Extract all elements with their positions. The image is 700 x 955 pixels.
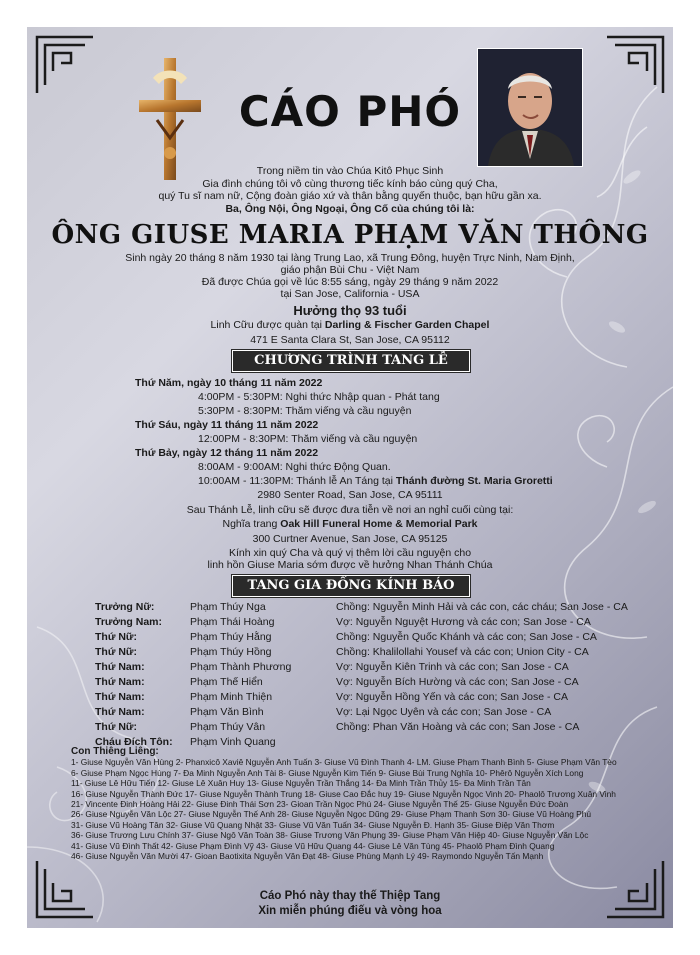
godchildren-line: 41- Giuse Vũ Đình Thất 42- Giuse Phạm Đình Vỹ 43- Giuse Vũ Hữu Quang 44- Giuse Lê Văn Tùng 45- Phaolô Phạm Đình Quang (71, 840, 555, 851)
mass-address: 2980 Senter Road, San Jose, CA 95111 (257, 489, 443, 501)
footer-line: Cáo Phó này thay thế Thiệp Tang (259, 890, 441, 902)
family-name: Phạm Thúy Vân (190, 721, 266, 733)
detail-line: Đã được Chúa gọi về lúc 8:55 sáng, ngày 29 tháng 9 năm 2022 (201, 276, 499, 288)
schedule-day-1 (135, 376, 440, 418)
chapel-name: Darling & Fischer Garden Chapel (324, 319, 490, 331)
godchildren-line: 6- Giuse Phạm Ngọc Hùng 7- Đa Minh Nguyễn Anh Tài 8- Giuse Nguyễn Kim Tiến 9- Giuse Bùi Trung Nghĩa 10- Phêrô Nguyễn Xích Long (71, 767, 584, 778)
family-relation: Trưởng Nữ: (95, 601, 155, 613)
prayer-block (27, 547, 673, 571)
detail-line: Sinh ngày 20 tháng 8 năm 1930 tại làng Trung Lao, xã Trung Đông, huyện Trực Ninh, Nam Định, (125, 252, 575, 264)
family-spouse: Chồng: Nguyễn Quốc Khánh và các con; San Jose - CA (336, 631, 597, 643)
intro-block (27, 165, 673, 215)
schedule-item: 8:00AM - 9:00AM: Nghi thức Động Quan. (198, 461, 391, 473)
schedule-item: 4:00PM - 5:30PM: Nghi thức Nhập quan - Phát tang (198, 391, 440, 403)
family-relation: Thứ Nữ: (95, 721, 138, 733)
family-name: Phạm Thế Hiển (190, 676, 263, 688)
family-relation: Cháu Đích Tôn: (95, 736, 173, 748)
godchildren-line: 31- Giuse Vũ Hoàng Tân 32- Giuse Vũ Quang Nhật 33- Giuse Vũ Văn Tuấn 34- Giuse Nguyễn Đ. Hạnh 35- Giuse Điệp Văn Thơm (71, 819, 555, 830)
intro-line: Trong niềm tin vào Chúa Kitô Phục Sinh (256, 165, 444, 177)
chapel-address: 471 E Santa Clara St, San Jose, CA 95112 (250, 334, 450, 346)
intro-line: Gia đình chúng tôi vô cùng thương tiếc kính báo cùng quý Cha, (202, 177, 498, 190)
family-name: Phạm Thúy Hồng (190, 646, 272, 658)
family-spouse: Vợ: Nguyễn Bích Hường và các con; San Jose - CA (336, 676, 579, 688)
mass-church: Thánh đường St. Maria Groretti (395, 475, 553, 487)
footer-line: Xin miễn phúng điếu và vòng hoa (258, 905, 442, 917)
prayer-line: linh hồn Giuse Maria sớm được về hưởng Nhan Thánh Chúa (207, 559, 493, 571)
schedule-item: 5:30PM - 8:30PM: Thăm viếng và cầu nguyện (198, 405, 412, 417)
godchildren-block (71, 747, 651, 861)
program-banner: CHƯƠNG TRÌNH TANG LỄ (232, 350, 470, 372)
godchildren-line: 26- Giuse Nguyễn Văn Lộc 27- Giuse Nguyễn Thế Anh 28- Giuse Nguyễn Ngọc Dũng 29- Giuse Phạm Thanh Sơn 30- Giuse Vũ Hoàng Phú (71, 809, 592, 820)
details-block (27, 252, 673, 300)
intro-line: Ba, Ông Nội, Ông Ngoại, Ông Cố của chúng tôi là: (225, 202, 475, 215)
detail-line: giáo phận Bùi Chu - Việt Nam (280, 264, 420, 276)
corner-ornament-top-right (605, 35, 665, 95)
family-relation: Trưởng Nam: (95, 616, 162, 628)
mass-line (135, 474, 553, 488)
cemetery-line (27, 518, 673, 530)
family-relation: Thứ Nam: (95, 706, 145, 718)
family-name: Phạm Thúy Nga (190, 601, 266, 613)
family-relation: Thứ Nữ: (95, 646, 138, 658)
obituary-card (27, 27, 673, 928)
schedule-day: Thứ Bảy, ngày 12 tháng 11 năm 2022 (135, 447, 319, 459)
prayer-line: Kính xin quý Cha và quý vị thêm lời cầu nguyện cho (228, 547, 472, 559)
schedule-item: 12:00PM - 8:30PM: Thăm viếng và cầu nguyện (198, 433, 418, 445)
family-relation: Thứ Nam: (95, 676, 145, 688)
family-relation: Thứ Nam: (95, 661, 145, 673)
detail-line: tại San Jose, California - USA (280, 288, 420, 300)
corner-ornament-top-left (35, 35, 95, 95)
burial-note: Sau Thánh Lễ, linh cữu sẽ được đưa tiễn về nơi an nghỉ cuối cùng tại: (186, 504, 514, 516)
page-title: CÁO PHÓ (238, 87, 462, 136)
family-name: Phạm Minh Thiện (190, 691, 273, 703)
mass-prefix: 10:00AM - 11:30PM: Thánh lễ An Táng tại (198, 475, 396, 487)
family-name: Phạm Văn Bình (190, 706, 264, 718)
family-name: Phạm Vinh Quang (190, 736, 276, 748)
schedule-day: Thứ Sáu, ngày 11 tháng 11 năm 2022 (135, 419, 319, 431)
family-banner: TANG GIA ĐỒNG KÍNH BÁO (232, 575, 470, 597)
godchildren-line: 36- Giuse Trương Lưu Chính 37- Giuse Ngô Văn Toàn 38- Giuse Trương Văn Phụng 39- Giuse Phạm Văn Hiệp 40- Giuse Nguyễn Văn Lộc (71, 830, 589, 841)
godchildren-line: 16- Giuse Nguyễn Thành Đức 17- Giuse Nguyễn Thành Trung 18- Giuse Cao Đắc huy 19- Giuse Nguyễn Ngọc Vinh 20- Phaolô Trương Xuân Vinh (71, 788, 616, 799)
cemetery-prefix: Nghĩa trang (222, 518, 281, 530)
chapel-line (27, 319, 673, 331)
godchildren-line: 21- Vincente Đinh Hoàng Hải 22- Giuse Đinh Thái Sơn 23- Gioan Trần Ngọc Phú 24- Giuse Nguyễn Thế 25- Giuse Nguyễn Đức Đoàn (71, 799, 569, 810)
family-relation: Thứ Nam: (95, 691, 145, 703)
family-spouse: Vợ: Lại Ngọc Uyên và các con; San Jose - CA (336, 706, 552, 718)
cemetery-name: Oak Hill Funeral Home & Memorial Park (280, 518, 478, 530)
family-name: Phạm Thúy Hằng (190, 631, 272, 643)
godchildren-line: 1- Giuse Nguyễn Văn Hùng 2- Phanxicô Xaviê Nguyễn Anh Tuấn 3- Giuse Vũ Đình Thanh 4- LM. Giuse Phạm Thanh Bình 5- Giuse Phạm Văn Tèo (71, 757, 617, 768)
family-spouse: Vợ: Nguyễn Hồng Yến và các con; San Jose - CA (336, 691, 568, 703)
family-spouse: Chồng: Phan Văn Hoàng và các con; San Jose - CA (336, 721, 580, 733)
godchildren-line: 46- Giuse Nguyễn Văn Mười 47- Gioan Baotixita Nguyễn Văn Đạt 48- Giuse Phùng Mạnh Lý 49- Raymondo Nguyễn Tấn Mạnh (71, 851, 544, 862)
family-name: Phạm Thái Hoàng (190, 616, 275, 628)
footer-block (27, 889, 673, 919)
age-line: Hưởng thọ 93 tuổi (293, 303, 407, 318)
schedule-day-3 (135, 446, 553, 488)
godchildren-line: 11- Giuse Lê Hữu Tiến 12- Giuse Lê Xuân Huy 13- Giuse Nguyễn Trần Thắng 14- Đa Minh Trần Thủy 15- Đa Minh Trần Tân (71, 778, 531, 789)
deceased-name: ÔNG GIUSE MARIA PHẠM VĂN THÔNG (51, 220, 649, 250)
family-spouse: Vợ: Nguyễn Kiên Trinh và các con; San Jose - CA (336, 661, 569, 673)
family-name: Phạm Thành Phương (190, 661, 292, 673)
godchildren-title: Con Thiêng Liêng: (71, 746, 159, 757)
intro-line: quý Tu sĩ nam nữ, Cộng đoàn giáo xứ và thân bằng quyến thuộc, bạn hữu gần xa. (158, 190, 542, 202)
family-spouse: Chồng: Khalilollahi Yousef và các con; Union City - CA (336, 646, 589, 658)
family-spouse: Vợ: Nguyễn Nguyệt Hương và các con; San Jose - CA (336, 616, 591, 628)
family-spouse: Chồng: Nguyễn Minh Hải và các con, các cháu; San Jose - CA (336, 601, 628, 613)
cemetery-address: 300 Curtner Avenue, San Jose, CA 95125 (252, 533, 448, 545)
schedule-day-2 (135, 418, 417, 446)
family-relation: Thứ Nữ: (95, 631, 138, 643)
schedule-day: Thứ Năm, ngày 10 tháng 11 năm 2022 (135, 377, 323, 389)
family-list (95, 601, 655, 761)
chapel-prefix: Linh Cữu được quàn tại (210, 319, 325, 331)
